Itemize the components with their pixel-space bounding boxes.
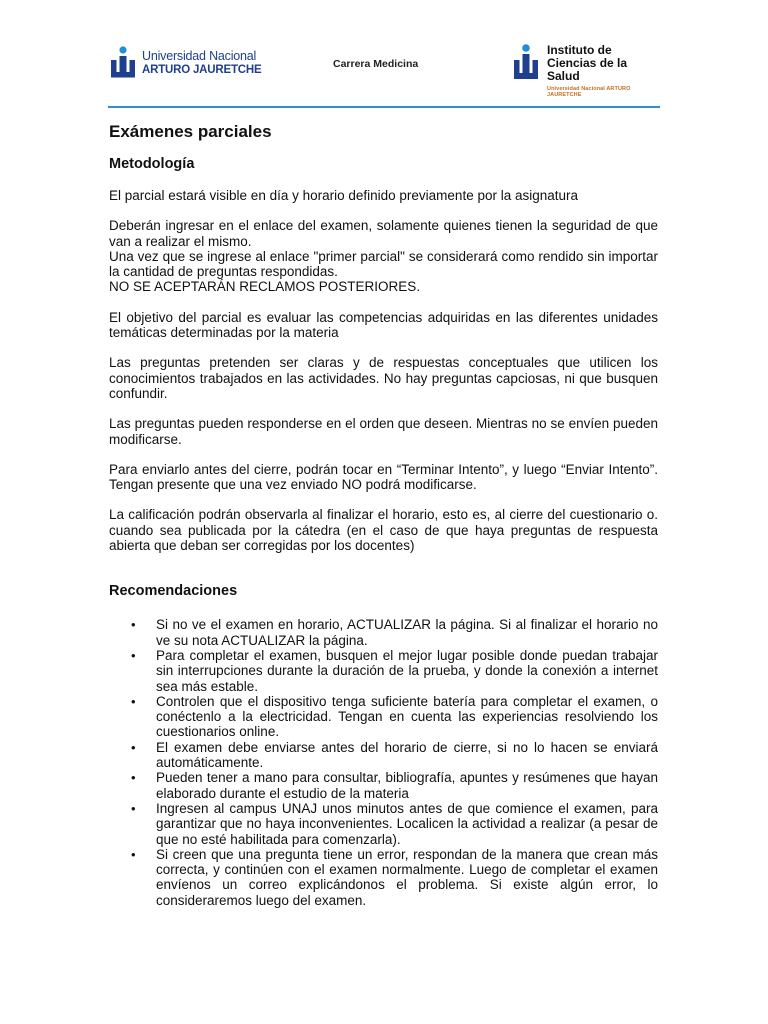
paragraph-rendered: Una vez que se ingrese al enlace "primer parcial" se considerará como rendido sin importar la cantidad de preguntas respondidas. (109, 248, 658, 280)
bullet-icon: • (131, 846, 136, 862)
paragraph-visibility: El parcial estará visible en día y horario definido previamente por la asignatura (109, 188, 579, 203)
page-title: Exámenes parciales (109, 122, 272, 141)
bullet-icon: • (131, 693, 136, 709)
unaj-logo-icon (110, 46, 136, 80)
paragraph-objective: El objetivo del parcial es evaluar las competencias adquiridas en las diferentes unidades temáticas determinadas por la materia (109, 309, 658, 341)
list-item: • Pueden tener a mano para consultar, bibliografía, apuntes y resúmenes que hayan elaborado durante el estudio de la materia (131, 770, 658, 801)
unaj-logo-name: Universidad Nacional (142, 49, 257, 64)
list-item: • Si creen que una pregunta tiene un error, respondan de la manera que crean más correcta, y continúen con el examen normalmente. Luego de completar el examen envíenos un correo explicándonos el problema. Si existe algún error, lo consideraremos luego del examen. (131, 846, 658, 908)
recommendations-list (109, 617, 658, 908)
bullet-icon: • (131, 617, 136, 633)
list-item: • Controlen que el dispositivo tenga suficiente batería para completar el examen, o conéctenlo a la electricidad. Tengan en cuenta las experiencias resolviendo los cuestionarios online. (131, 693, 658, 740)
ics-logo (513, 44, 660, 98)
bullet-icon: • (131, 770, 136, 786)
list-item: • El examen debe enviarse antes del horario de cierre, si no lo hacen se enviará automáticamente. (131, 739, 658, 771)
bullet-icon: • (131, 739, 136, 755)
list-item: • Ingresen al campus UNAJ unos minutos antes de que comience el examen, para garantizar que no haya inconvenientes. Localicen la actividad a realizar (a pesar de que no esté habilitada para comenzarla). (131, 800, 658, 847)
document-body (109, 122, 658, 908)
section-heading-metodologia: Metodología (109, 156, 195, 172)
ics-logo-subtitle: Universidad Nacional ARTURO JAURETCHE (547, 85, 631, 98)
paragraph-grade: La calificación podrán observarla al finalizar el horario, esto es, al cierre del cuestionario o. cuando sea publicada por la cátedra (en el caso de que haya preguntas de respuesta abierta que deban ser corregidas por los docentes) (109, 507, 658, 554)
ics-logo-line2: Ciencias de la Salud (547, 56, 628, 84)
paragraph-access: Deberán ingresar en el enlace del examen, solamente quienes tienen la seguridad de que van a realizar el mismo. (109, 218, 658, 249)
paragraph-no-claims: NO SE ACEPTARÁN RECLAMOS POSTERIORES. (109, 279, 421, 295)
career-label: Carrera Medicina (333, 58, 419, 70)
page-header (108, 40, 660, 108)
paragraph-submit: Para enviarlo antes del cierre, podrán tocar en “Terminar Intento”, y luego “Enviar Intento”. Tengan presente que una vez enviado NO podrá modificarse. (109, 461, 658, 493)
ics-logo-line1: Instituto de (547, 43, 612, 57)
ics-logo-icon (513, 44, 539, 82)
section-heading-recomendaciones: Recomendaciones (109, 583, 238, 600)
paragraph-questions: Las preguntas pretenden ser claras y de respuestas conceptuales que utilicen los conocimientos trabajados en las actividades. No hay preguntas capciosas, ni que busquen confundir. (109, 355, 658, 401)
paragraph-order: Las preguntas pueden responderse en el orden que deseen. Mientras no se envíen pueden modificarse. (109, 416, 658, 447)
list-item: • Para completar el examen, busquen el mejor lugar posible donde puedan trabajar sin interrupciones durante la duración de la prueba, y donde la conexión a internet sea más estable. (131, 647, 658, 694)
unaj-logo (110, 46, 261, 80)
bullet-icon: • (131, 800, 136, 816)
bullet-icon: • (131, 647, 136, 663)
list-item: • Si no ve el examen en horario, ACTUALIZAR la página. Si al finalizar el horario no ve su nota ACTUALIZAR la página. (131, 617, 658, 648)
unaj-logo-subname: ARTURO JAURETCHE (142, 63, 262, 76)
